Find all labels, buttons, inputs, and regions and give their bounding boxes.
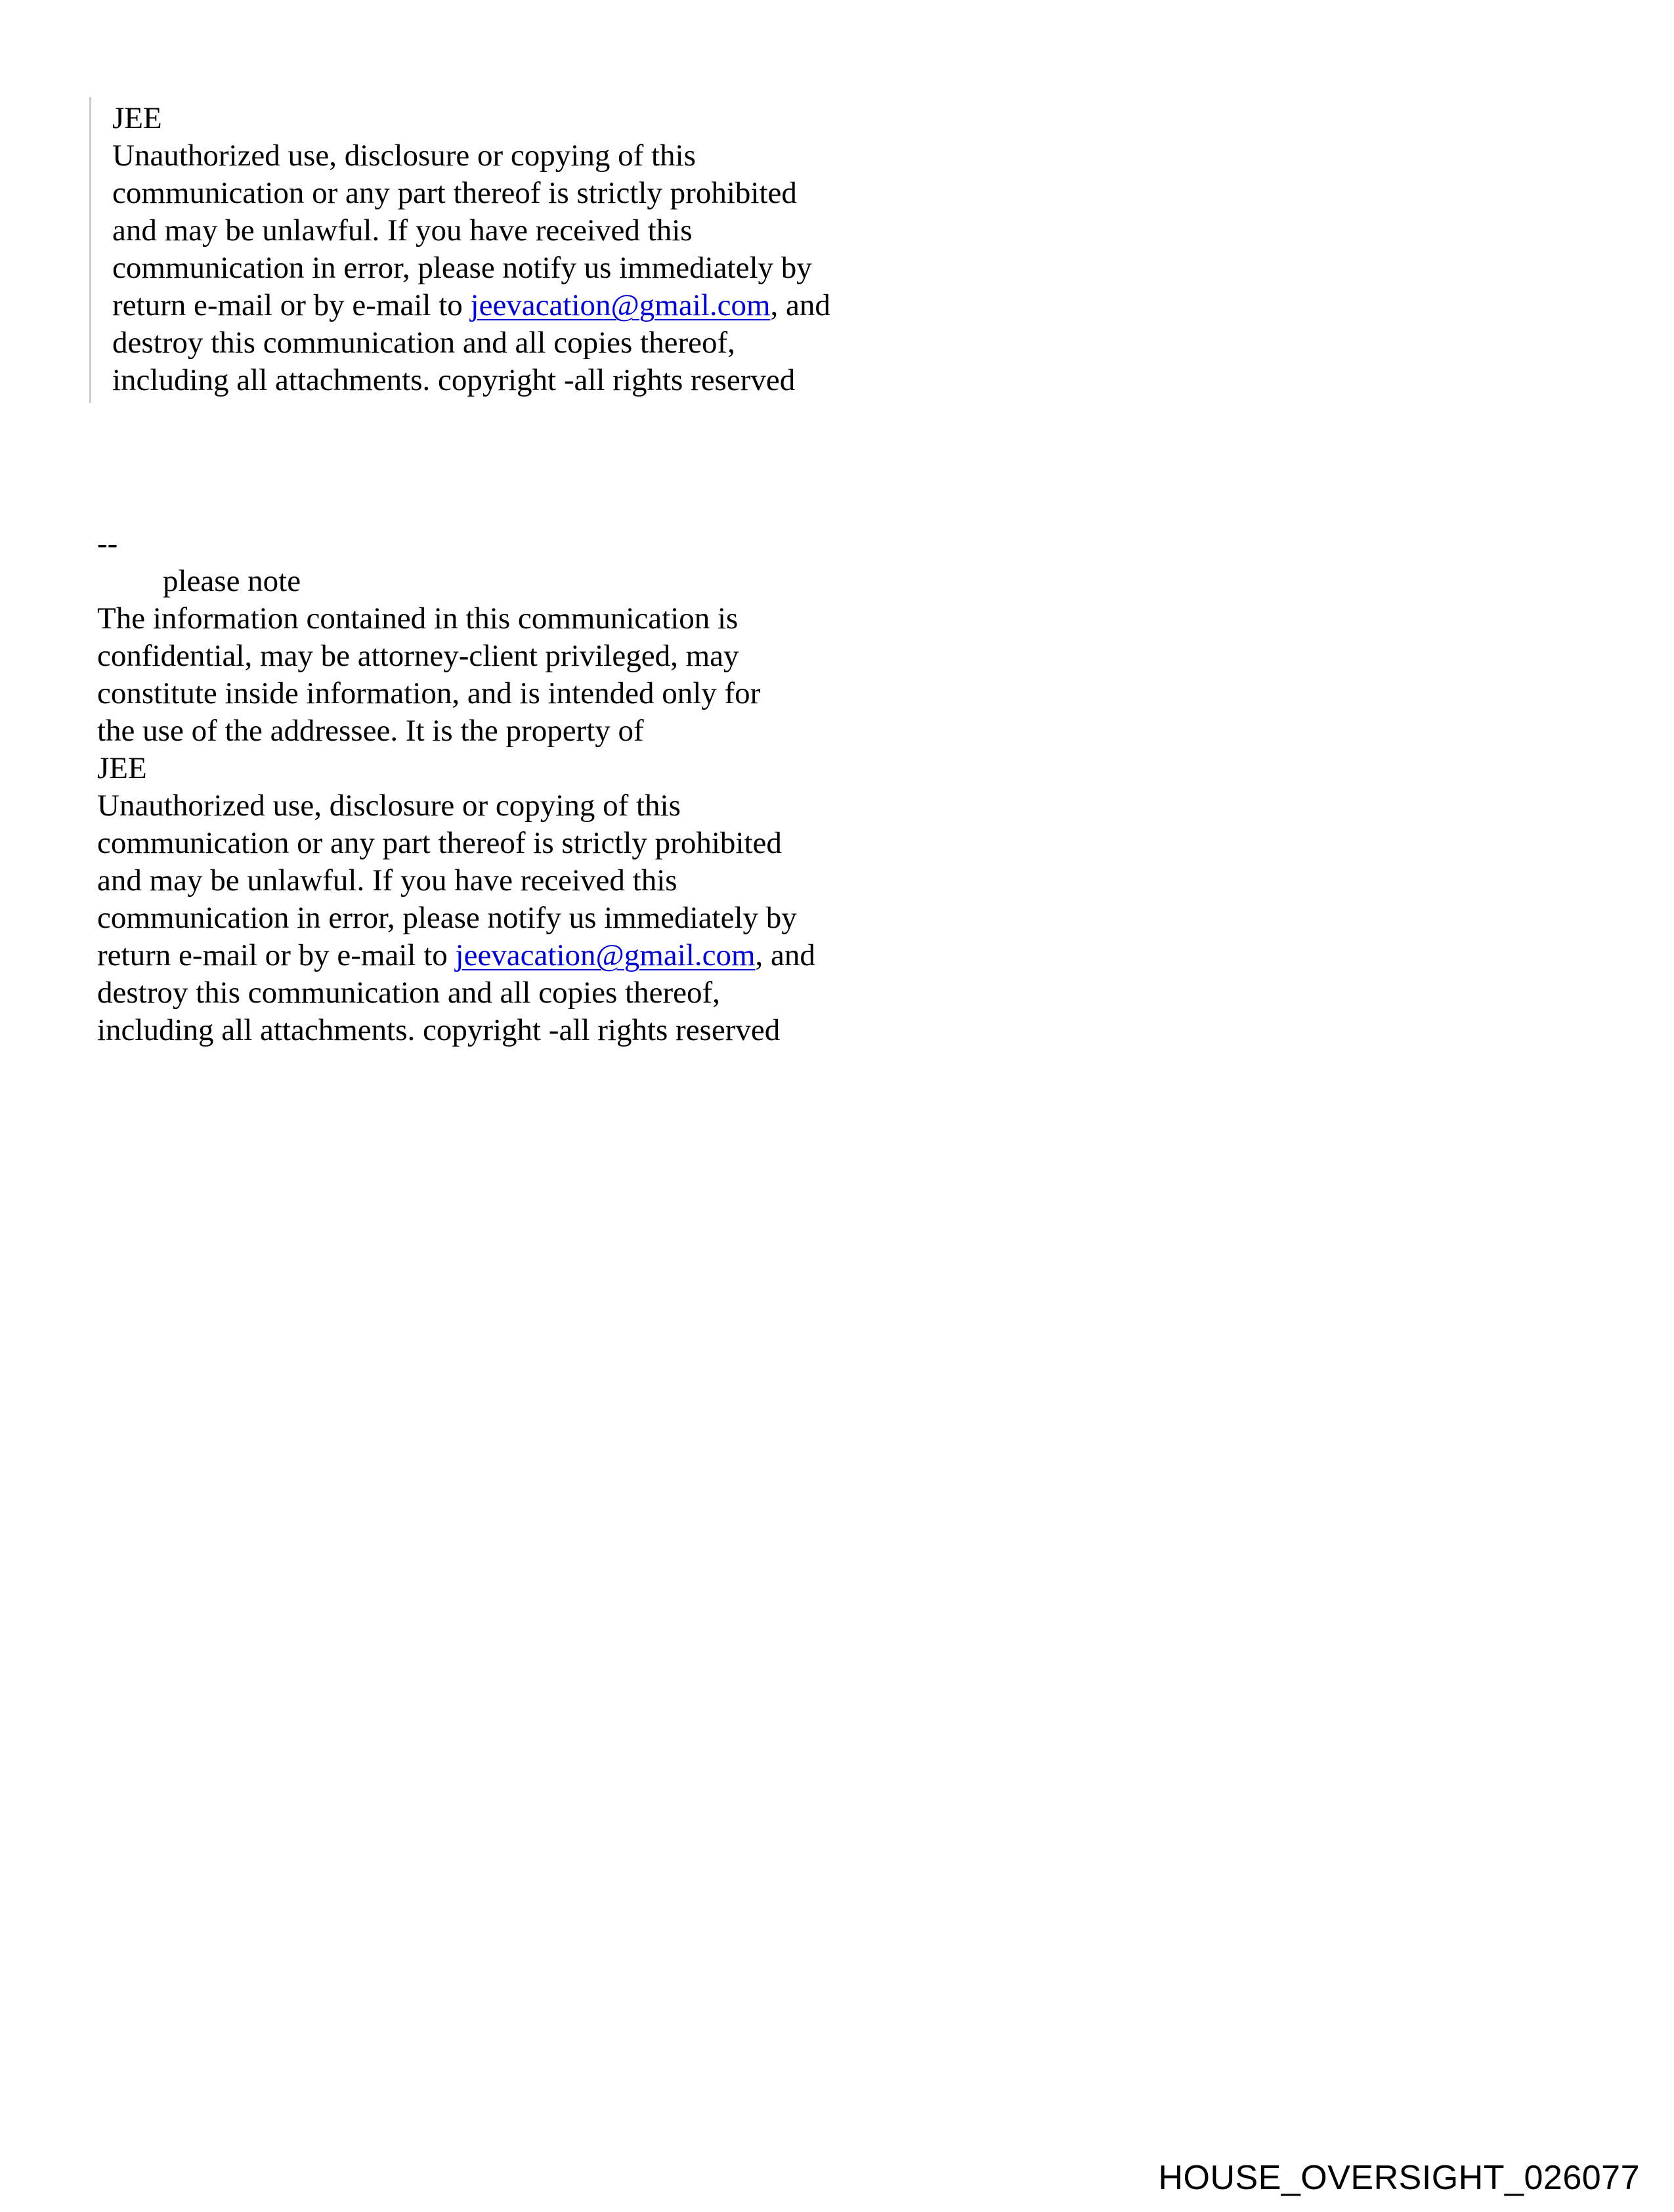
quoted-line-6 — [112, 287, 966, 324]
signature-line-5: JEE — [97, 751, 147, 785]
signature-line-3: constitute inside information, and is intended only for — [97, 676, 761, 710]
quoted-line-1: JEE — [112, 101, 162, 135]
signature-line-9: communication in error, please notify us immediately by — [97, 901, 797, 935]
signature-line-1: The information contained in this communication is — [97, 601, 739, 636]
quoted-email-link[interactable]: jeevacation@gmail.com — [470, 288, 771, 322]
signature-line-2: confidential, may be attorney-client privileged, may — [97, 639, 739, 673]
quoted-disclaimer-block — [89, 97, 966, 403]
signature-email-link[interactable]: jeevacation@gmail.com — [455, 938, 756, 972]
quoted-line-3: communication or any part thereof is strictly prohibited — [112, 176, 797, 210]
signature-line-10 — [97, 937, 951, 974]
signature-line-10-prefix: return e-mail or by e-mail to — [97, 938, 456, 972]
quoted-line-5: communication in error, please notify us immediately by — [112, 251, 812, 285]
signature-line-8: and may be unlawful. If you have received this — [97, 863, 677, 898]
signature-line-10-suffix: , and — [755, 938, 815, 972]
quoted-line-7: destroy this communication and all copies thereof, — [112, 326, 735, 360]
signature-line-11: destroy this communication and all copies thereof, — [97, 976, 720, 1010]
quoted-line-4: and may be unlawful. If you have received this — [112, 213, 693, 248]
quoted-line-2: Unauthorized use, disclosure or copying of this — [112, 139, 696, 173]
signature-line-12: including all attachments. copyright -all rights reserved — [97, 1013, 781, 1047]
signature-separator: -- — [97, 527, 118, 561]
bates-number: HOUSE_OVERSIGHT_026077 — [1158, 2159, 1640, 2197]
signature-line-6: Unauthorized use, disclosure or copying of this — [97, 789, 681, 823]
quoted-line-6-suffix: , and — [770, 288, 830, 322]
signature-disclaimer-block — [97, 525, 951, 1049]
signature-line-7: communication or any part thereof is strictly prohibited — [97, 826, 782, 860]
quoted-line-8: including all attachments. copyright -all rights reserved — [112, 363, 796, 397]
signature-line-4: the use of the addressee. It is the property of — [97, 714, 644, 748]
please-note-heading: please note — [163, 564, 301, 598]
quoted-line-6-prefix: return e-mail or by e-mail to — [112, 288, 471, 322]
